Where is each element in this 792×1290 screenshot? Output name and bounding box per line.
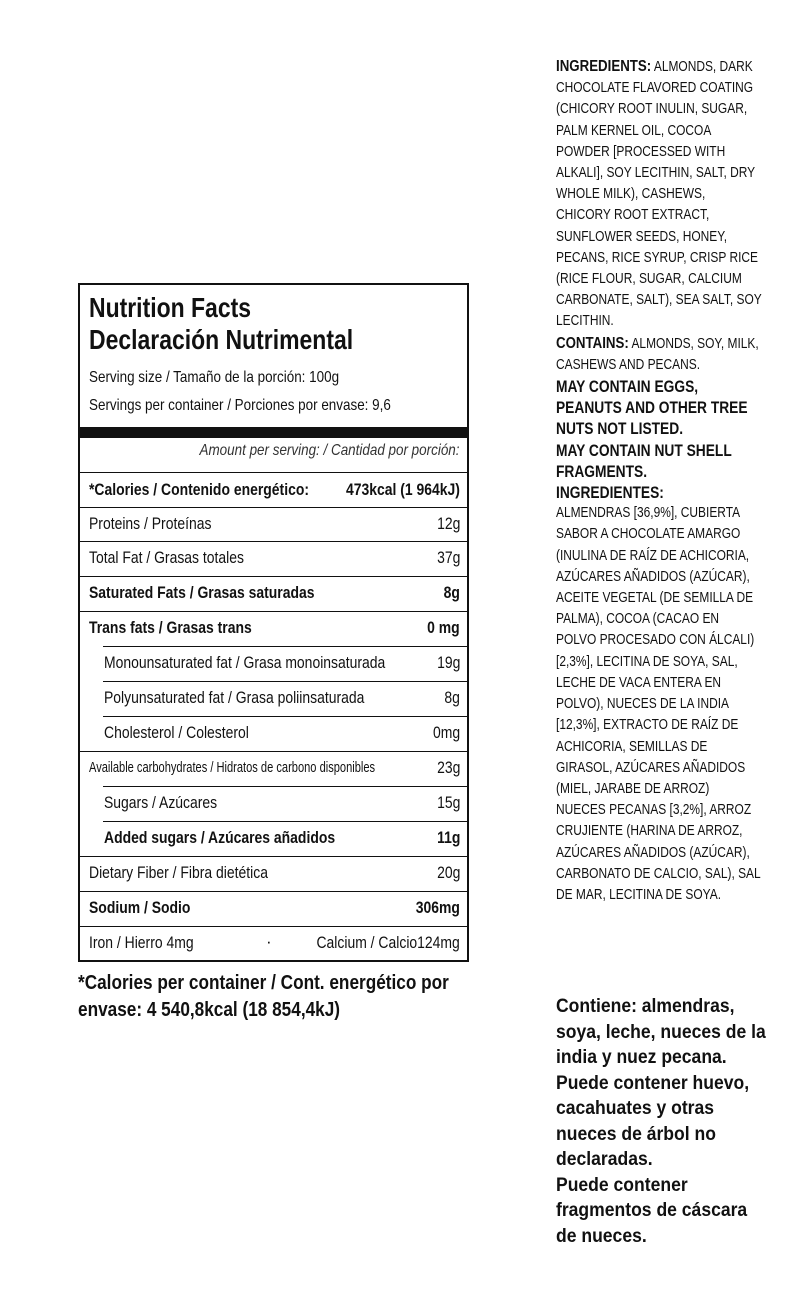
nutrient-label: Dietary Fiber / Fibra dietética: [89, 863, 268, 882]
servings-per-container: Servings per container / Porciones por envase: 9,6: [89, 397, 391, 414]
panel-title-en: Nutrition Facts: [89, 292, 252, 323]
nutrient-label: Saturated Fats / Grasas saturadas: [89, 583, 315, 602]
nutrient-row-added-sugars: [80, 821, 467, 855]
nutrient-label: Monounsaturated fat / Grasa monoinsaturada: [104, 653, 386, 672]
may-contain-shell-warning: MAY CONTAIN NUT SHELL FRAGMENTS.: [556, 440, 732, 481]
nutrient-row-calories: [80, 473, 467, 507]
nutrient-row-protein: [80, 507, 467, 541]
nutrient-label: Proteins / Proteínas: [89, 514, 212, 533]
ingredients-heading-es: INGREDIENTES:: [556, 483, 664, 503]
nutrient-value: 23g: [436, 758, 460, 777]
panel-title-es: Declaración Nutrimental: [89, 324, 354, 355]
ingredients-block: [556, 56, 762, 906]
nutrient-value: 15g: [436, 793, 460, 812]
nutrient-label: Available carbohydrates / Hidratos de carbono disponibles: [89, 759, 376, 776]
allergen-statement-es: [556, 994, 772, 1249]
nutrient-row-polyunsaturated: [80, 681, 467, 715]
ingredients-text-en: ALMONDS, DARK CHOCOLATE FLAVORED COATING (CHICORY ROOT INULIN, SUGAR, PALM KERNEL OIL, COCOA POWDER [PROCESSED WITH ALKALI], SOY LECITHIN, SALT, DRY WHOLE MILK), CASHEWS, CHICORY ROOT EXTRACT, SUNFLOWER SEEDS, HONEY, PECANS, RICE SYRUP, CRISP RICE (RICE FLOUR, SUGAR, CALCIUM CARBONATE, SALT), SEA SALT, SOY LECITHIN.: [556, 59, 762, 330]
nutrient-value: 11g: [436, 828, 460, 847]
thick-divider: [80, 427, 467, 438]
calories-per-container-footnote: *Calories per container / Cont. energético por envase: 4 540,8kcal (18 854,4kJ): [78, 972, 449, 1021]
nutrient-value: 8g: [443, 583, 460, 602]
contains-text: ALMONDS, SOY, MILK, CASHEWS AND PECANS.: [556, 335, 759, 373]
nutrient-label: Sugars / Azúcares: [104, 793, 218, 812]
separator-dot: ·: [266, 932, 272, 951]
nutrient-row-fiber: [80, 856, 467, 890]
nutrient-label: Cholesterol / Colesterol: [104, 723, 249, 742]
puede-contener-text: Puede contener huevo, cacahuates y otras nueces de árbol no declaradas.: [556, 1071, 750, 1170]
nutrient-row-total-fat: [80, 541, 467, 575]
nutrient-label: Sodium / Sodio: [89, 898, 191, 917]
nutrient-label: Trans fats / Grasas trans: [89, 618, 252, 637]
nutrient-value: 37g: [436, 548, 460, 567]
nutrient-value: 12g: [436, 514, 460, 533]
nutrient-value: 19g: [436, 653, 460, 672]
nutrient-row-cholesterol: [80, 716, 467, 750]
nutrient-row-monounsaturated: [80, 646, 467, 680]
nutrient-value: 8g: [444, 688, 460, 707]
nutrient-label: *Calories / Contenido energético:: [89, 480, 309, 499]
nutrient-row-iron-calcium: [80, 926, 467, 960]
nutrient-row-carbohydrates: [80, 751, 467, 785]
amount-per-serving: Amount per serving: / Cantidad por porción:: [199, 442, 459, 459]
calcium-label: Calcium / Calcio124mg: [316, 933, 460, 952]
contiene-text: Contiene: almendras, soya, leche, nueces de la india y nuez pecana.: [556, 995, 766, 1068]
nutrient-label: Added sugars / Azúcares añadidos: [104, 828, 336, 847]
nutrient-row-saturated-fat: [80, 576, 467, 610]
nutrient-label: Total Fat / Grasas totales: [89, 548, 244, 567]
serving-size: Serving size / Tamaño de la porción: 100g: [89, 369, 340, 386]
nutrition-facts-panel: [78, 283, 469, 962]
ingredients-heading-en: INGREDIENTS:: [556, 58, 652, 75]
may-contain-warning: MAY CONTAIN EGGS, PEANUTS AND OTHER TREE NUTS NOT LISTED.: [556, 377, 748, 439]
nutrient-label: Polyunsaturated fat / Grasa poliinsaturada: [104, 688, 365, 707]
nutrient-row-sodium: [80, 891, 467, 925]
nutrient-row-sugars: [80, 786, 467, 820]
nutrient-value: 306mg: [415, 898, 460, 917]
nutrient-value: 20g: [436, 863, 460, 882]
ingredients-text-es: ALMENDRAS [36,9%], CUBIERTA SABOR A CHOCOLATE AMARGO (INULINA DE RAÍZ DE ACHICORIA, AZÚCARES AÑADIDOS (AZÚCAR), ACEITE VEGETAL (DE SEMILLA DE PALMA), COCOA (CACAO EN POLVO PROCESADO CON ÁLCALI) [2,3%], LECITINA DE SOYA, SAL, LECHE DE VACA ENTERA EN POLVO), NUECES DE LA INDIA [12,3%], EXTRACTO DE RAÍZ DE ACHICORIA, SEMILLAS DE GIRASOL, AZÚCARES AÑADIDOS (MIEL, JARABE DE ARROZ) NUECES PECANAS [3,2%], ARROZ CRUJIENTE (HARINA DE ARROZ, AZÚCARES AÑADIDOS (AZÚCAR), CARBONATO DE CALCIO, SAL), SAL DE MAR, LECITINA DE SOYA.: [556, 505, 761, 903]
nutrient-value: 0mg: [432, 723, 460, 742]
nutrient-value: 473kcal (1 964kJ): [346, 480, 460, 499]
contains-heading: CONTAINS:: [556, 334, 629, 352]
nutrient-row-trans-fat: [80, 611, 467, 645]
nutrient-value: 0 mg: [427, 618, 460, 637]
iron-label: Iron / Hierro 4mg: [89, 933, 194, 952]
puede-contener-fragmentos-text: Puede contener fragmentos de cáscara de nueces.: [556, 1173, 748, 1247]
